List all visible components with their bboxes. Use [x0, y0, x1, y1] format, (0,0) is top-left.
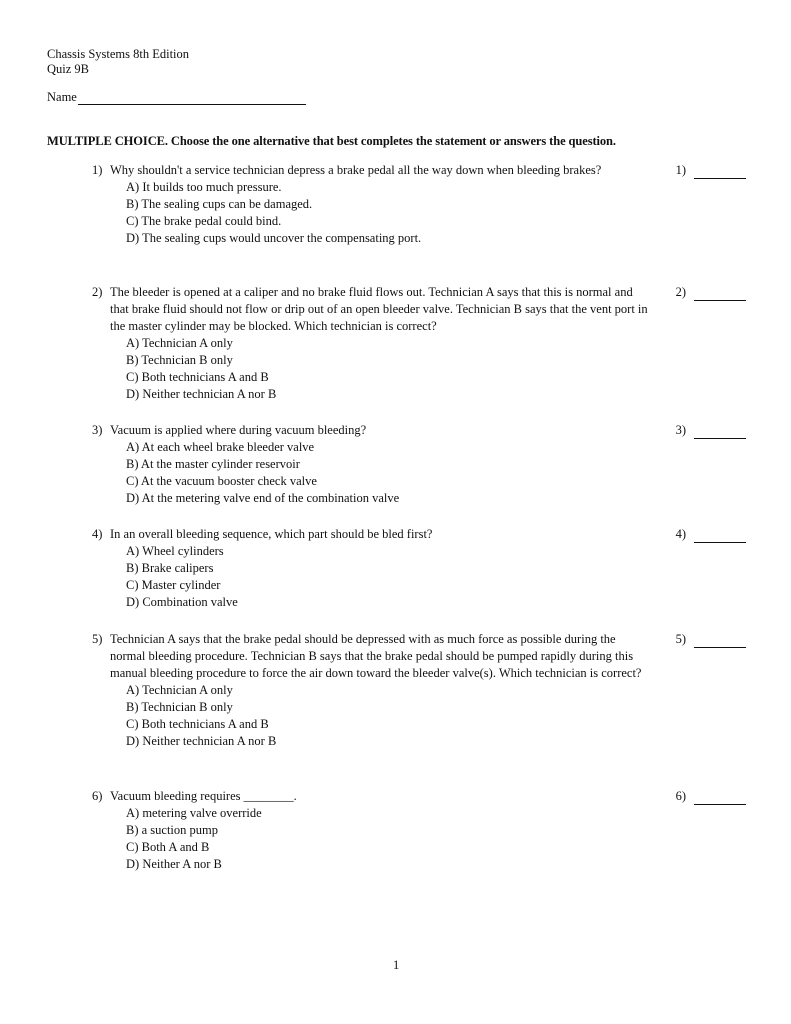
option-a: A) Wheel cylinders [126, 544, 224, 558]
option-c: C) Both A and B [126, 840, 210, 854]
question-1 [92, 162, 752, 247]
question-text: Vacuum is applied where during vacuum bleeding? [110, 423, 367, 437]
question-number: 5) [92, 632, 103, 646]
section-instructions: MULTIPLE CHOICE. Choose the one alternative that best completes the statement or answers the question. [47, 134, 616, 148]
option-d: D) Combination valve [126, 595, 238, 609]
answer-blank[interactable] [694, 635, 746, 648]
option-a: A) At each wheel brake bleeder valve [126, 440, 315, 454]
option-a: A) Technician A only [126, 336, 233, 350]
answer-blank[interactable] [694, 792, 746, 805]
question-number: 3) [92, 423, 103, 437]
option-b: B) Technician B only [126, 700, 233, 714]
answer-slot [676, 788, 746, 805]
question-4 [92, 526, 752, 611]
option-c: C) The brake pedal could bind. [126, 214, 282, 228]
answer-number: 5) [675, 632, 686, 646]
quiz-title: Quiz 9B [47, 62, 90, 76]
name-label: Name [47, 90, 77, 104]
question-number: 4) [92, 527, 103, 541]
question-stem [92, 526, 752, 543]
options-list [126, 682, 752, 750]
option-c: C) Both technicians A and B [126, 717, 269, 731]
answer-slot [676, 526, 746, 543]
options-list [126, 543, 752, 611]
name-blank-line[interactable] [78, 92, 306, 105]
question-5 [92, 631, 752, 750]
answer-number: 6) [675, 789, 686, 803]
option-d: D) Neither A nor B [126, 857, 222, 871]
option-d: D) Neither technician A nor B [126, 387, 277, 401]
options-list [126, 805, 752, 873]
answer-number: 2) [675, 285, 686, 299]
option-d: D) At the metering valve end of the combination valve [126, 491, 400, 505]
question-text: Technician A says that the brake pedal should be depressed with as much force as possible during the normal bleeding procedure. Technician B says that the brake pedal should be pumped rapidly during this manual bleeding procedure to force the air down toward the bleeder valve(s). Which technician is correct? [110, 632, 642, 680]
question-6 [92, 788, 752, 873]
option-b: B) a suction pump [126, 823, 219, 837]
question-2 [92, 284, 752, 403]
question-text: The bleeder is opened at a caliper and no brake fluid flows out. Technician A says that this is normal and that brake fluid should not flow or drip out of an open bleeder valve. Technician B says that the vent port in the master cylinder may be blocked. Which technician is correct? [110, 285, 648, 333]
question-text: Vacuum bleeding requires ________. [110, 789, 297, 803]
question-stem [92, 284, 752, 335]
option-c: C) Both technicians A and B [126, 370, 269, 384]
option-a: A) metering valve override [126, 806, 262, 820]
option-b: B) Brake calipers [126, 561, 214, 575]
option-a: A) It builds too much pressure. [126, 180, 282, 194]
answer-blank[interactable] [694, 530, 746, 543]
question-text: In an overall bleeding sequence, which part should be bled first? [110, 527, 433, 541]
answer-number: 4) [675, 527, 686, 541]
question-number: 1) [92, 163, 103, 177]
options-list [126, 179, 752, 247]
question-stem [92, 631, 752, 682]
page-number: 1 [393, 958, 400, 972]
option-b: B) At the master cylinder reservoir [126, 457, 300, 471]
name-field-row [47, 90, 306, 105]
option-c: C) At the vacuum booster check valve [126, 474, 317, 488]
option-a: A) Technician A only [126, 683, 233, 697]
answer-slot [676, 162, 746, 179]
question-stem [92, 422, 752, 439]
options-list [126, 335, 752, 403]
option-b: B) Technician B only [126, 353, 233, 367]
answer-blank[interactable] [694, 426, 746, 439]
answer-slot [676, 284, 746, 301]
answer-slot [676, 422, 746, 439]
option-b: B) The sealing cups can be damaged. [126, 197, 313, 211]
question-stem [92, 788, 752, 805]
option-d: D) Neither technician A nor B [126, 734, 277, 748]
question-3 [92, 422, 752, 507]
question-stem [92, 162, 752, 179]
answer-number: 3) [675, 423, 686, 437]
answer-blank[interactable] [694, 288, 746, 301]
option-c: C) Master cylinder [126, 578, 221, 592]
question-number: 2) [92, 285, 103, 299]
options-list [126, 439, 752, 507]
answer-blank[interactable] [694, 166, 746, 179]
answer-number: 1) [675, 163, 686, 177]
course-title: Chassis Systems 8th Edition [47, 47, 190, 61]
question-text: Why shouldn't a service technician depress a brake pedal all the way down when bleeding brakes? [110, 163, 602, 177]
option-d: D) The sealing cups would uncover the compensating port. [126, 231, 422, 245]
document-header [47, 47, 189, 77]
question-number: 6) [92, 789, 103, 803]
answer-slot [676, 631, 746, 648]
